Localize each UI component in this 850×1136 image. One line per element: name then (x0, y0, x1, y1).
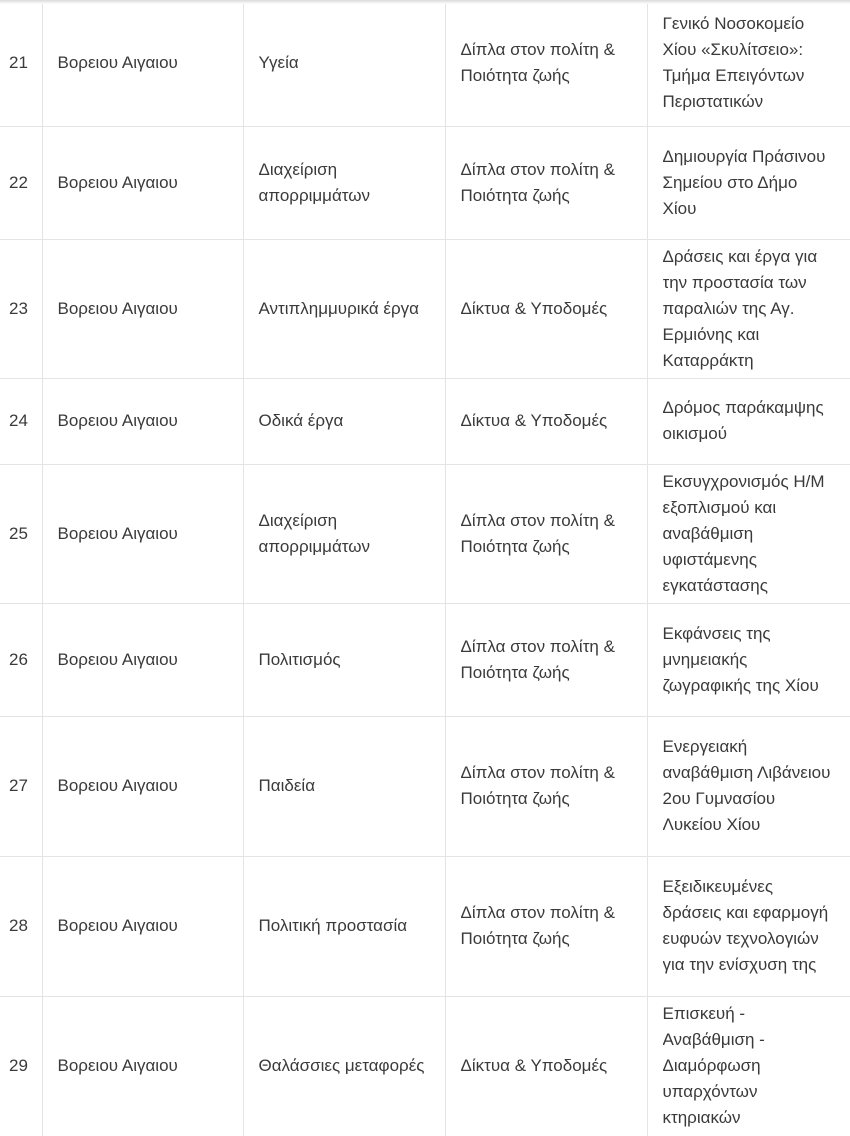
row-number: 21 (0, 0, 42, 126)
sector-cell: Διαχείριση απορριμμάτων (243, 126, 445, 239)
project-title: Εξειδικευμένες δράσεις και εφαρμογή ευφυών τεχνολογιών για την ενίσχυση της (662, 877, 829, 974)
top-shadow (0, 0, 850, 4)
region-cell: Βορειου Αιγαιου (42, 126, 243, 239)
project-title: Δρόμος παράκαμψης οικισμού (662, 398, 824, 443)
program-cell: Δίπλα στον πολίτη & Ποιότητα ζωής (445, 126, 647, 239)
project-title: Δράσεις και έργα για την προστασία των παραλιών της Αγ. Ερμιόνης και Καταρράκτη (662, 246, 818, 370)
region-cell: Βορειου Αιγαιου (42, 0, 243, 126)
project-title: Εκφάνσεις της μνημειακής ζωγραφικής της Χίου (662, 623, 819, 695)
project-title: Εκσυγχρονισμός Η/Μ εξοπλισμού και αναβάθμιση υφιστάμενης εγκατάστασης (662, 471, 825, 595)
program-cell: Δίκτυα & Υποδομές (445, 378, 647, 464)
sector-cell: Διαχείριση απορριμμάτων (243, 464, 445, 603)
row-number: 29 (0, 996, 42, 1136)
project-cell (647, 856, 850, 996)
region-cell: Βορειου Αιγαιου (42, 464, 243, 603)
program-cell: Δίπλα στον πολίτη & Ποιότητα ζωής (445, 464, 647, 603)
sector-cell: Θαλάσσιες μεταφορές (243, 996, 445, 1136)
region-cell: Βορειου Αιγαιου (42, 378, 243, 464)
project-cell (647, 603, 850, 716)
project-cell (647, 239, 850, 378)
table-row (0, 716, 850, 856)
region-cell: Βορειου Αιγαιου (42, 996, 243, 1136)
project-title: Ενεργειακή αναβάθμιση Λιβάνειου 2ου Γυμνασίου Λυκείου Χίου (662, 737, 831, 834)
project-cell (647, 996, 850, 1136)
row-number: 27 (0, 716, 42, 856)
program-cell: Δίκτυα & Υποδομές (445, 239, 647, 378)
program-cell: Δίπλα στον πολίτη & Ποιότητα ζωής (445, 856, 647, 996)
table-row (0, 239, 850, 378)
project-cell (647, 464, 850, 603)
table-row (0, 378, 850, 464)
row-number: 28 (0, 856, 42, 996)
project-cell (647, 716, 850, 856)
program-cell: Δίπλα στον πολίτη & Ποιότητα ζωής (445, 0, 647, 126)
sector-cell: Πολιτική προστασία (243, 856, 445, 996)
table-row (0, 996, 850, 1136)
project-title: Γενικό Νοσοκομείο Χίου «Σκυλίτσειο»: Τμήμα Επειγόντων Περιστατικών (662, 13, 805, 111)
region-cell: Βορειου Αιγαιου (42, 856, 243, 996)
sector-cell: Παιδεία (243, 716, 445, 856)
program-cell: Δίπλα στον πολίτη & Ποιότητα ζωής (445, 716, 647, 856)
sector-cell: Αντιπλημμυρικά έργα (243, 239, 445, 378)
sector-cell: Οδικά έργα (243, 378, 445, 464)
row-number: 23 (0, 239, 42, 378)
project-cell (647, 126, 850, 239)
region-cell: Βορειου Αιγαιου (42, 239, 243, 378)
row-number: 24 (0, 378, 42, 464)
table-row (0, 126, 850, 239)
table-row (0, 464, 850, 603)
project-cell (647, 0, 850, 126)
program-cell: Δίκτυα & Υποδομές (445, 996, 647, 1136)
region-cell: Βορειου Αιγαιου (42, 716, 243, 856)
table-row (0, 0, 850, 126)
project-cell (647, 378, 850, 464)
project-title: Δημιουργία Πράσινου Σημείου στο Δήμο Χίου (662, 146, 826, 218)
row-number: 22 (0, 126, 42, 239)
program-cell: Δίπλα στον πολίτη & Ποιότητα ζωής (445, 603, 647, 716)
region-cell: Βορειου Αιγαιου (42, 603, 243, 716)
table-row (0, 856, 850, 996)
project-title: Επισκευή - Αναβάθμιση - Διαμόρφωση υπαρχόντων κτηριακών (662, 1004, 765, 1127)
row-number: 26 (0, 603, 42, 716)
sector-cell: Υγεία (243, 0, 445, 126)
row-number: 25 (0, 464, 42, 603)
sector-cell: Πολιτισμός (243, 603, 445, 716)
table-row (0, 603, 850, 716)
